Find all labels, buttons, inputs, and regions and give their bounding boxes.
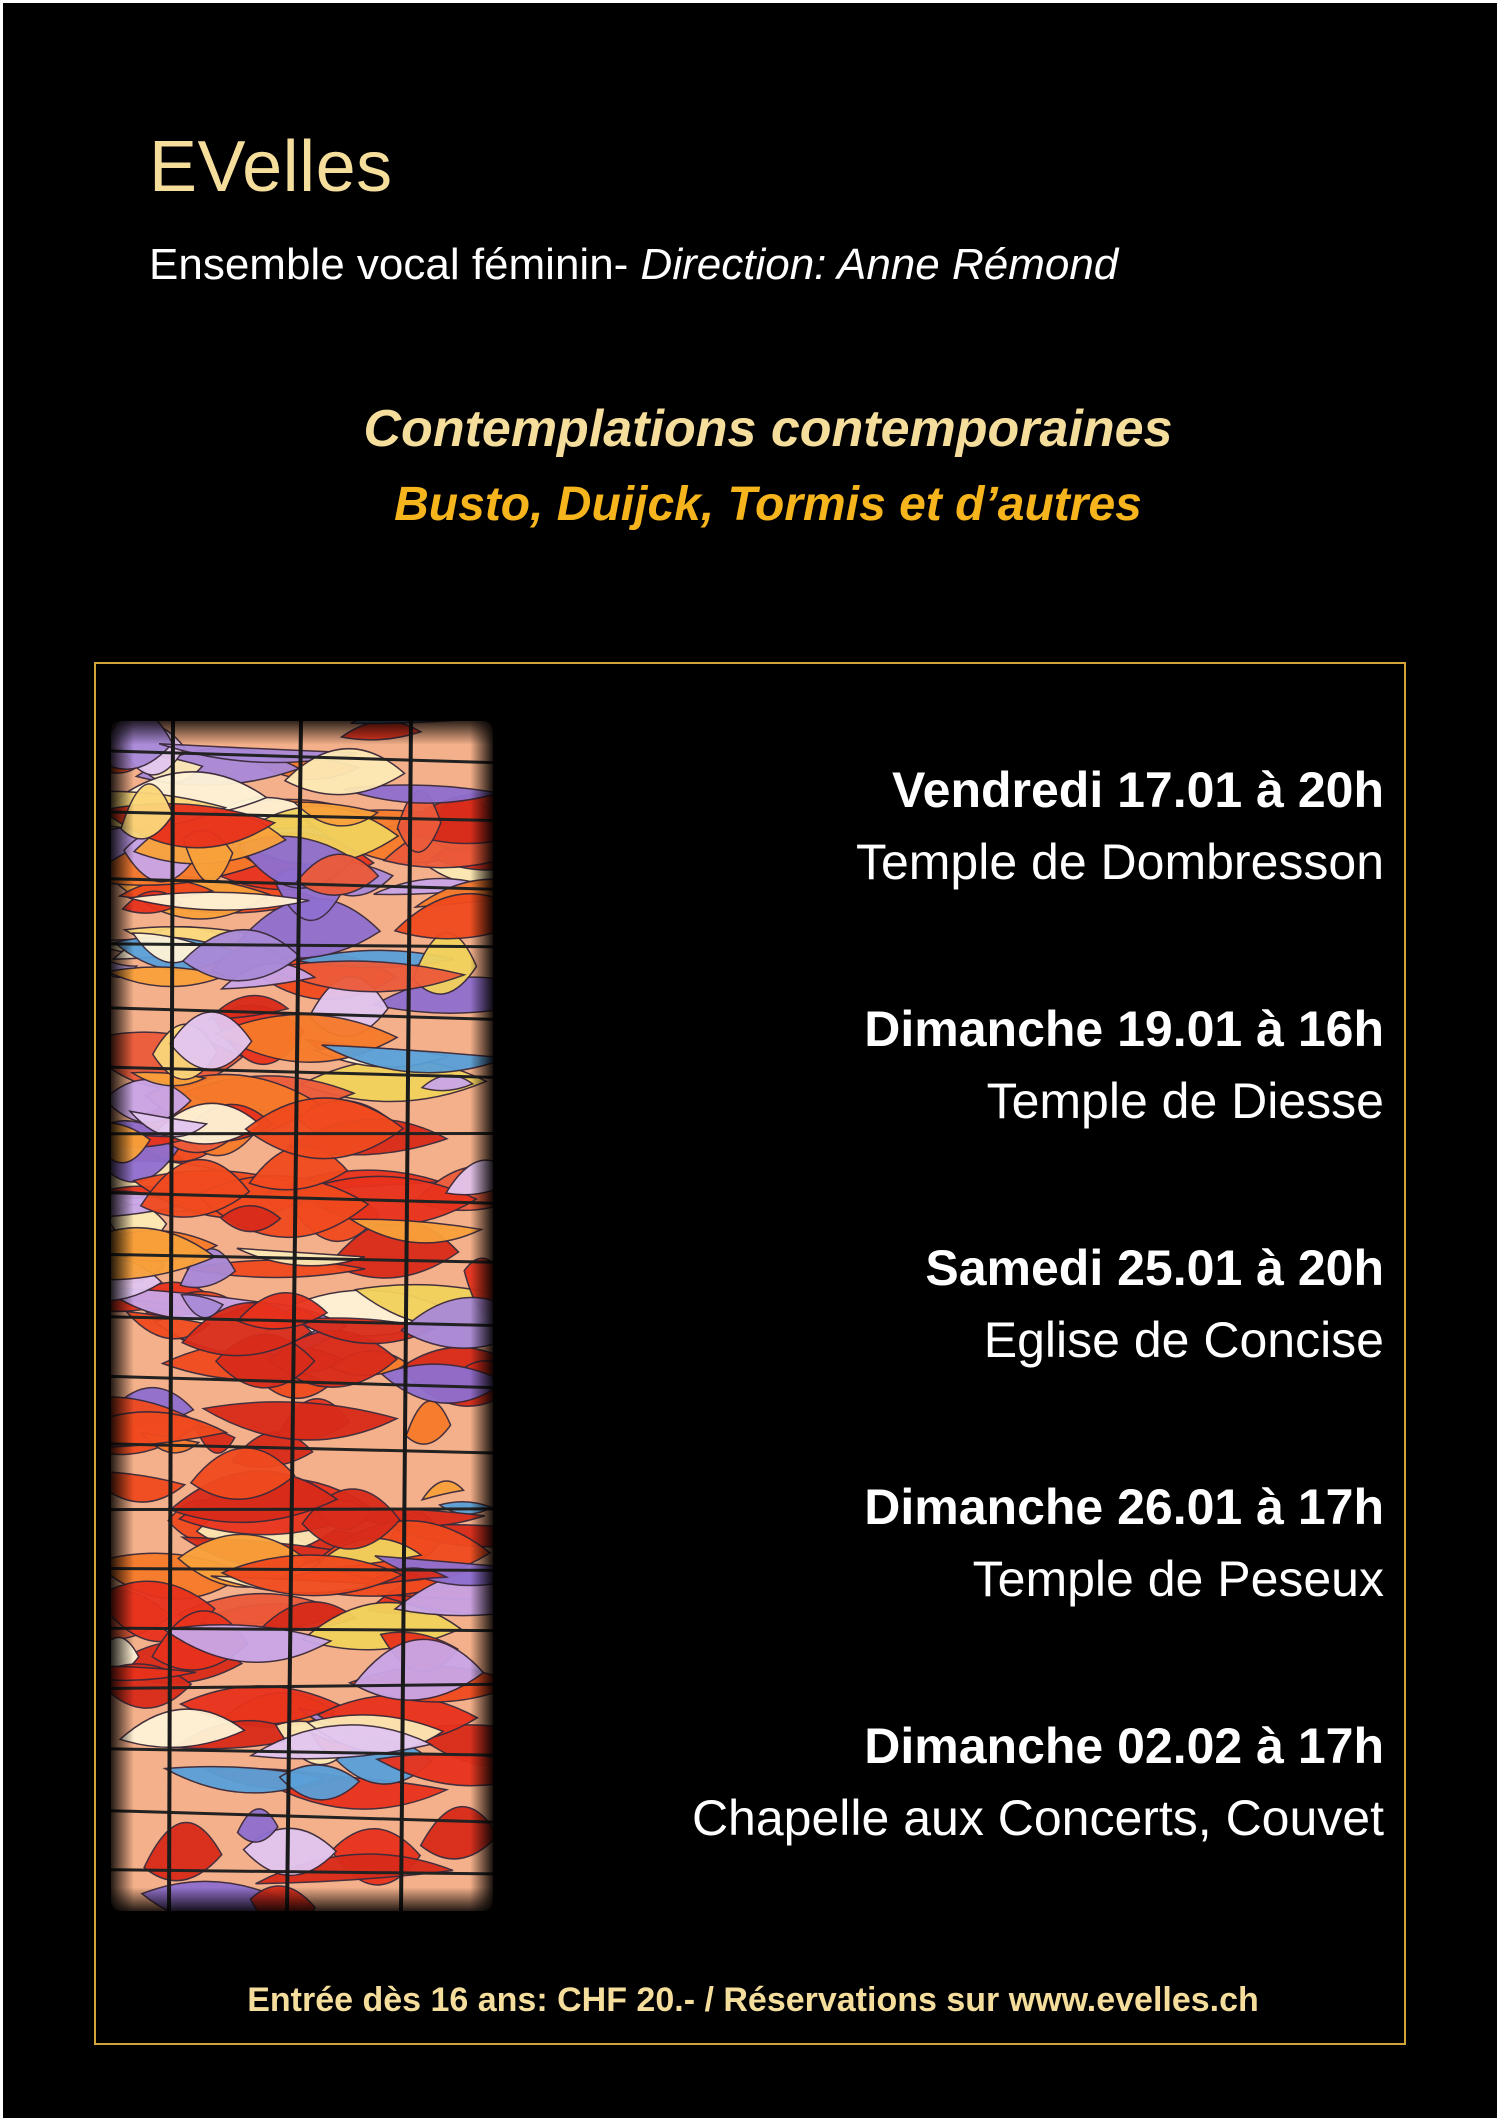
event-item [564,1001,1384,1243]
program-title: Contemplations contemporaines [363,400,1173,458]
event-date: Dimanche 26.01 à 17h [864,1479,1384,1535]
event-place: Chapelle aux Concerts, Couvet [691,1790,1384,1846]
program-composers: Busto, Duijck, Tormis et d’autres [394,478,1142,531]
event-item [564,1479,1384,1721]
event-item [564,1718,1384,1960]
event-date: Vendredi 17.01 à 20h [892,762,1384,818]
poster [3,3,1497,2118]
ensemble-subtitle [149,240,1119,289]
footer-reservation-info: Entrée dès 16 ans: CHF 20.- / Réservations sur www.evelles.ch [247,1981,1259,2019]
event-date: Dimanche 19.01 à 16h [864,1001,1384,1057]
event-place: Eglise de Concise [983,1312,1384,1368]
ensemble-name: EVelles [149,127,393,207]
stained-glass-window-image [111,721,493,1911]
subtitle-direction: Direction: Anne Rémond [640,240,1119,289]
event-place: Temple de Dombresson [855,834,1384,890]
event-item [564,1240,1384,1482]
event-place: Temple de Diesse [986,1073,1384,1129]
subtitle-plain: Ensemble vocal féminin- [149,240,641,289]
event-list [564,762,1384,1960]
event-date: Dimanche 02.02 à 17h [864,1718,1384,1774]
event-place: Temple de Peseux [972,1551,1384,1607]
event-item [564,762,1384,1004]
event-date: Samedi 25.01 à 20h [925,1240,1384,1296]
